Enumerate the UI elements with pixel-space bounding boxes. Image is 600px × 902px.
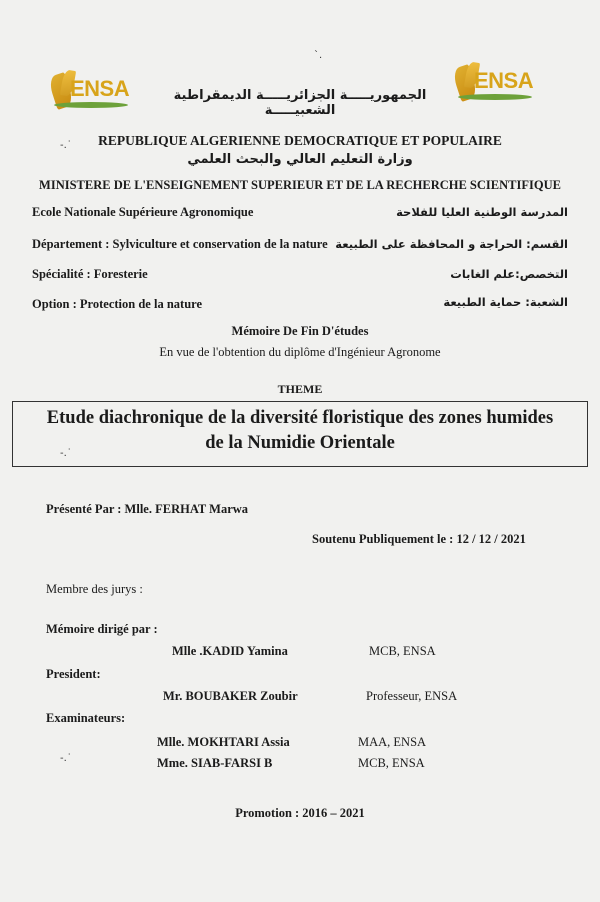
theme-label: THEME	[277, 382, 323, 396]
examiner-title: MCB, ENSA	[358, 756, 425, 770]
director-title: MCB, ENSA	[369, 644, 436, 658]
defense-date: Soutenu Publiquement le : 12 / 12 / 2021	[312, 532, 526, 546]
examiners-label: Examinateurs:	[46, 711, 126, 725]
department-ar: القسم: الحراجة و المحافظة على الطبيعة	[335, 237, 568, 251]
arabic-ministry: وزارة التعليم العالي والبحث العلمي	[187, 152, 413, 167]
option-ar: الشعبة: حماية الطبيعة	[443, 295, 568, 309]
logo-text: ENSA	[474, 68, 534, 93]
ensa-logo-right	[452, 58, 534, 108]
memoire-purpose: En vue de l'obtention du diplôme d'Ingénieur Agronome	[159, 345, 441, 359]
department: Département : Sylviculture et conservation de la nature	[32, 237, 328, 251]
scan-mark: ˋ.	[314, 50, 323, 61]
presented-by: Présenté Par : Mlle. FERHAT Marwa	[46, 502, 249, 516]
scan-mark: -.˙	[60, 140, 72, 151]
logo-text: ENSA	[70, 76, 130, 101]
examiner-name: Mlle. MOKHTARI Assia	[157, 735, 290, 749]
scan-mark: -.˙	[60, 753, 72, 764]
specialty-ar: التخصص:علم الغابات	[450, 267, 568, 281]
thesis-title-line2: de la Numidie Orientale	[205, 433, 395, 453]
directed-label: Mémoire dirigé par :	[46, 622, 158, 636]
arabic-republic: الجمهوريـــــة الجزائريـــــة الديمقراطية الشعبيـــــة	[173, 88, 427, 118]
ministry-title: MINISTERE DE L'ENSEIGNEMENT SUPERIEUR ET DE LA RECHERCHE SCIENTIFIQUE	[39, 178, 561, 192]
republic-title: REPUBLIQUE ALGERIENNE DEMOCRATIQUE ET POPULAIRE	[98, 133, 502, 148]
president-label: President:	[46, 667, 101, 681]
promotion: Promotion : 2016 – 2021	[235, 806, 365, 820]
ensa-logo-left	[48, 66, 130, 116]
memoire-label: Mémoire De Fin D'études	[231, 324, 369, 338]
scan-mark: -.˙	[60, 448, 72, 459]
thesis-title-line1: Etude diachronique de la diversité floristique des zones humides	[46, 408, 554, 428]
logo-swoosh	[458, 94, 532, 100]
president-title: Professeur, ENSA	[366, 689, 458, 703]
president-name: Mr. BOUBAKER Zoubir	[163, 689, 298, 703]
examiner-name: Mme. SIAB-FARSI B	[157, 756, 273, 770]
school-name: Ecole Nationale Supérieure Agronomique	[32, 205, 254, 219]
title-box	[12, 401, 588, 467]
examiner-title: MAA, ENSA	[358, 735, 427, 749]
jury-label: Membre des jurys :	[46, 582, 143, 596]
option: Option : Protection de la nature	[32, 297, 203, 311]
logo-swoosh	[54, 102, 128, 108]
director-name: Mlle .KADID Yamina	[172, 644, 288, 658]
specialty: Spécialité : Foresterie	[32, 267, 148, 281]
school-name-ar: المدرسة الوطنية العليا للفلاحة	[396, 205, 568, 219]
